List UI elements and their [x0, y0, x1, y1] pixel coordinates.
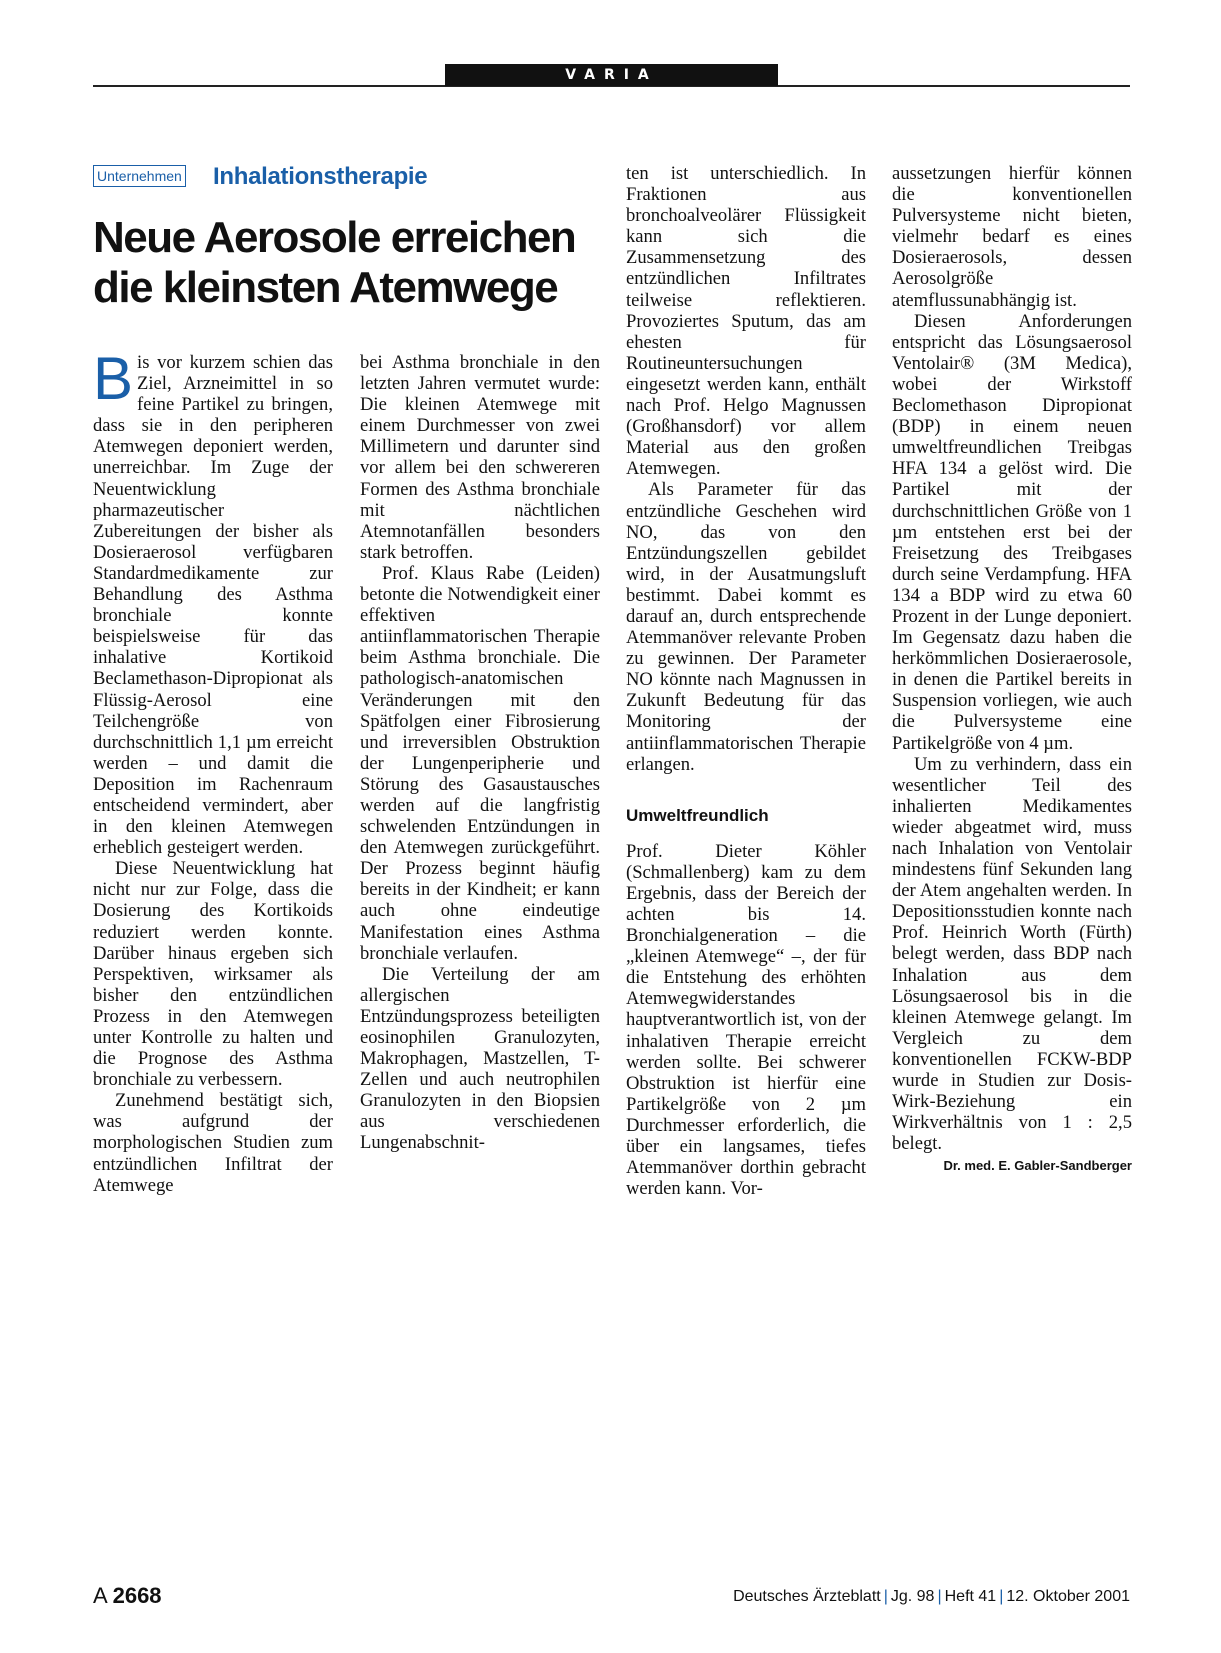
issue-date: 12. Oktober 2001 — [1006, 1588, 1130, 1605]
paragraph: bei Asthma bronchiale in den letzten Jahren vermutet wurde: Die kleinen Atemwege mit einem Durchmesser von zwei Millimetern und darunter sind vor allem bei den schwereren Formen des Asthma bronchiale mit nächtlichen Atemnotanfällen besonders stark betroffen. — [360, 352, 600, 563]
paragraph: Um zu verhindern, dass ein wesentlicher Teil des inhalierten Medikamentes wieder abgeatmet wird, muss nach Inhalation von Ventolair mindestens fünf Sekunden lang der Atem angehalten werden. In Depositionsstudien konnte nach Prof. Heinrich Worth (Fürth) belegt werden, dass BDP nach Inhalation aus dem Lösungsaerosol bis in die kleinen Atemwege gelangt. Im Vergleich zu dem konventionellen FCKW-BDP wurde in Studien zur Dosis-Wirk-Beziehung ein Wirkverhältnis von 1 : 2,5 belegt. — [892, 753, 1132, 1155]
journal-name: Deutsches Ärzteblatt — [733, 1588, 881, 1605]
paragraph: Als Parameter für das entzündliche Geschehen wird NO, das von den Entzündungszellen gebildet wird, in der Ausatmungsluft bestimmt. Dabei kommt es darauf an, durch entsprechende Atemmanöver relevante Proben zu gewinnen. Der Parameter NO könnte nach Magnussen in Zukunft Bedeutung für das Monitoring der antiinflammatorischen Therapie erlangen. — [626, 479, 866, 775]
paragraph: Diese Neuentwicklung hat nicht nur zur Folge, dass die Dosierung des Kortikoids reduziert werden konnte. Darüber hinaus ergeben sich Perspektiven, wirksamer als bisher den entzündlichen Prozess in den Atemwegen unter Kontrolle zu halten und die Prognose des Asthma bronchiale zu verbessern. — [93, 858, 333, 1091]
kicker-badge: Unternehmen — [93, 165, 186, 187]
subheading: Umweltfreundlich — [626, 805, 769, 825]
publication-info: Deutsches Ärzteblatt | Jg. 98 | Heft 41 | 12. Oktober 2001 — [733, 1588, 1130, 1605]
paragraph-text: is vor kurzem schien das Ziel, Arzneimittel in so feine Partikel zu bringen, dass sie in den peripheren Atemwegen deponiert werden, unerreichbar. Im Zuge der Neuentwicklung pharmazeutischer Zubereitungen der bisher als Dosieraerosol verfügbaren Standardmedikamente zur Behandlung des Asthma bronchiale konnte beispielsweise für das inhalative Kortikoid Beclamethason-Dipropionat als Flüssig-Aerosol eine Teilchengröße von durchschnittlich 1,1 µm erreicht werden – und damit die Deposition im Rachenraum entscheidend vermindert, aber in den kleinen Atemwegen erheblich gesteigert werden. — [93, 352, 333, 859]
paragraph: Zunehmend bestätigt sich, was aufgrund der morphologischen Studien zum entzündlichen Infiltrat der Atemwege — [93, 1090, 333, 1196]
page-prefix: A — [93, 1583, 107, 1608]
column-2 — [360, 352, 600, 1154]
drop-cap: B — [93, 345, 134, 412]
issue: Heft 41 — [944, 1588, 997, 1605]
section-label: VARIA — [445, 64, 778, 86]
kicker — [93, 163, 593, 193]
headline: Neue Aerosole erreichen die kleinsten Atemwege — [93, 213, 576, 312]
volume: Jg. 98 — [890, 1588, 935, 1605]
paragraph: Prof. Dieter Köhler (Schmallenberg) kam zu dem Ergebnis, dass der Bereich der achten bis 14. Bronchialgeneration – die „kleinen Atemwege“ –, der für die Entstehung des erhöhten Atemwegwiderstandes hauptverantwortlich ist, von der inhalativen Therapie erreicht werden sollte. Bei schwerer Obstruktion ist hierfür eine Partikelgröße von 2 µm Durchmesser erforderlich, die über ein langsames, tiefes Atemmanöver dorthin gebracht werden kann. Vor- — [626, 840, 866, 1200]
paragraph: Die Verteilung der am allergischen Entzündungsprozess beteiligten eosinophilen Granulozyten, Makrophagen, Mastzellen, T-Zellen und auch neutrophilen Granulozyten in den Biopsien aus verschiedenen Lungenabschnit- — [360, 963, 600, 1154]
column-4 — [892, 163, 1132, 1176]
author-byline: Dr. med. E. Gabler-Sandberger — [943, 1158, 1132, 1174]
paragraph: aussetzungen hierfür können die konventionellen Pulversysteme nicht bieten, vielmehr bedarf es eines Dosieraerosols, dessen Aerosolgröße atemflussunabhängig ist. — [892, 163, 1132, 311]
column-1 — [93, 345, 333, 1196]
page-number — [93, 1583, 162, 1609]
column-3 — [626, 163, 866, 1199]
paragraph: ten ist unterschiedlich. In Fraktionen aus bronchoalveolärer Flüssigkeit kann sich die Zusammensetzung des entzündlichen Infiltrates teilweise reflektieren. Provoziertes Sputum, das am ehesten für Routineuntersuchungen eingesetzt werden kann, enthält nach Prof. Helgo Magnussen (Großhansdorf) vor allem Material aus den großen Atemwegen. — [626, 163, 866, 480]
paragraph: Diesen Anforderungen entspricht das Lösungsaerosol Ventolair® (3M Medica), wobei der Wirkstoff Beclomethason Dipropionat (BDP) in einem neuen umweltfreundlichen Treibgas HFA 134 a gelöst wird. Die Partikel mit der durchschnittlichen Größe von 1 µm entstehen erst bei der Freisetzung des Treibgases durch seine Verdampfung. HFA 134 a BDP wird zu etwa 60 Prozent in der Lunge deponiert. Im Gegensatz dazu haben die herkömmlichen Dosieraerosole, in denen die Partikel bereits in Suspension vorliegen, wie auch die Pulversysteme eine Partikelgröße von 4 µm. — [892, 310, 1132, 754]
kicker-title: Inhalationstherapie — [213, 163, 428, 190]
paragraph: Prof. Klaus Rabe (Leiden) betonte die Notwendigkeit einer effektiven antiinflammatorischen Therapie beim Asthma bronchiale. Die pathologisch-anatomischen Veränderungen mit den Spätfolgen einer Fibrosierung und irreversiblen Obstruktion der Lungenperipherie und Störung des Gasaustausches werden auf die langfristig schwelenden Entzündungen in den Atemwegen zurückgeführt. Der Prozess beginnt häufig bereits in der Kindheit; er kann auch ohne eindeutige Manifestation eines Asthma bronchiale verlaufen. — [360, 562, 600, 964]
paragraph — [93, 345, 333, 859]
page-number-value: 2668 — [112, 1583, 162, 1608]
